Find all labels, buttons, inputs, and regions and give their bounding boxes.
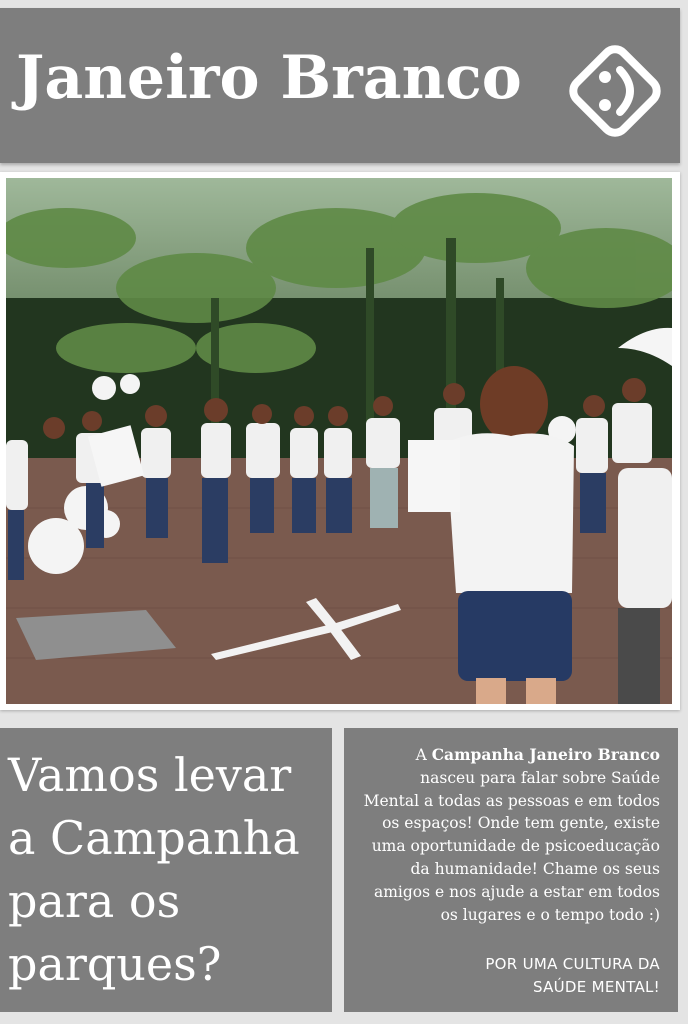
description-body: nasceu para falar sobre Saúde Mental a todas as pessoas e em todos os espaços! Onde tem gente, existe uma oportunidade de psicoeducação da humanidade! Chame os seus amigos e nos ajude a estar em todos os lugares e o tempo todo :) (363, 768, 660, 924)
page-title: Janeiro Branco (16, 43, 522, 113)
slogan (360, 953, 660, 999)
headline-line: Vamos levar (8, 748, 292, 802)
campaign-photo (0, 172, 680, 710)
description-prefix: A (415, 746, 432, 764)
slogan-line: POR UMA CULTURA DA (485, 955, 660, 973)
smiley-diamond-icon (560, 36, 670, 146)
headline-panel (0, 728, 332, 1012)
description-text (360, 744, 660, 926)
headline (8, 744, 330, 996)
campaign-group-photo (6, 178, 672, 704)
headline-line: parques? (8, 937, 222, 991)
headline-line: a Campanha (8, 811, 300, 865)
campaign-name: Campanha Janeiro Branco (431, 745, 660, 764)
headline-line: para os (8, 874, 181, 928)
header-banner (0, 8, 680, 163)
slogan-line: SAÚDE MENTAL! (532, 978, 660, 996)
description-panel (344, 728, 678, 1012)
